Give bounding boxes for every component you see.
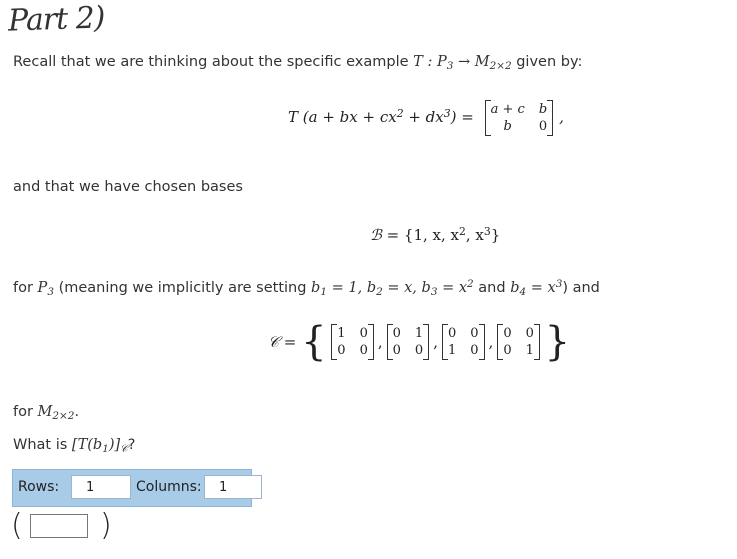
answer-close-paren: ) — [100, 508, 112, 543]
transform-lhs-mid: + dx — [403, 108, 444, 126]
p3-for: for — [13, 280, 33, 296]
p3-meaning: (meaning we implicitly are setting — [58, 280, 307, 296]
matrix-cell: b — [538, 102, 548, 117]
intro-line — [13, 53, 582, 72]
rows-input[interactable] — [71, 475, 131, 499]
basis-c-symbol: 𝒞 = — [268, 333, 297, 351]
b3-eq: = x — [437, 280, 468, 296]
rows-label: Rows: — [18, 479, 60, 495]
b1-sub: 1 — [320, 286, 327, 299]
matrix-cell: 0 — [359, 326, 368, 341]
b4: b — [510, 280, 520, 296]
matrix-cell: 0 — [392, 326, 401, 341]
exp-3: 3 — [483, 225, 491, 239]
m-sub: 2×2 — [489, 60, 512, 73]
part-heading: Part 2) — [7, 0, 106, 39]
intro-recall-text: Recall that we are thinking about the specific example — [13, 54, 409, 70]
p3-symbol — [37, 280, 54, 299]
transform-trail: , — [559, 108, 564, 126]
matrix-cell: 1 — [525, 343, 534, 358]
transform-matrix — [485, 100, 554, 136]
expr-c-sub: 𝒞 — [120, 443, 128, 456]
b2-eq: = x, — [382, 280, 422, 296]
basis-b-close: } — [490, 226, 501, 244]
transform-equation — [288, 100, 564, 136]
expr-main: [T(b — [71, 437, 103, 453]
m-symbol — [37, 404, 75, 423]
matrix-cell: 1 — [337, 326, 346, 341]
question-text: What is — [13, 437, 68, 453]
left-brace: { — [301, 319, 327, 365]
matrix-cell: 1 — [447, 343, 457, 358]
basis-c-matrix-3 — [442, 324, 485, 360]
matrix-cell: 0 — [470, 343, 479, 358]
map-arrow-m: → M — [453, 54, 490, 70]
b4-assignment — [510, 278, 563, 299]
m-letter: M — [37, 404, 53, 420]
matrix-cell: 0 — [414, 343, 424, 358]
p-sub: 3 — [47, 286, 54, 299]
columns-input[interactable] — [204, 475, 262, 499]
b2-sub: 2 — [376, 286, 383, 299]
question-mark: ? — [127, 437, 136, 453]
m-sub: 2×2 — [52, 410, 75, 423]
expr-sub: 1 — [102, 443, 109, 456]
matrix-cell: 0 — [470, 326, 479, 341]
answer-input[interactable] — [30, 514, 88, 538]
b3: b — [421, 280, 431, 296]
matrix-cell: 0 — [337, 343, 346, 358]
b4-eq: = x — [526, 280, 556, 296]
transform-lhs-end: ) = — [450, 108, 474, 126]
intro-given-by: given by: — [516, 54, 583, 70]
b4-sub: 4 — [519, 286, 527, 299]
for-m-period: . — [74, 404, 80, 420]
matrix-cell: 0 — [359, 343, 368, 358]
matrix-cell: 0 — [503, 326, 512, 341]
question-expr — [71, 437, 128, 456]
exp-2: 2 — [396, 107, 404, 121]
matrix-cell: b — [503, 119, 512, 134]
p-letter: P — [37, 280, 48, 296]
b-assignments — [311, 278, 474, 299]
matrix-cell: a + c — [490, 102, 525, 117]
b1: b — [311, 280, 321, 296]
matrix-cell: 0 — [392, 343, 401, 358]
matrix-cell: 0 — [525, 326, 534, 341]
matrix-size-panel — [12, 469, 252, 507]
question-line — [13, 436, 135, 455]
matrix-separator: , — [377, 333, 383, 351]
basis-c-matrix-4 — [497, 324, 540, 360]
intro-map-math — [413, 54, 512, 73]
p-sub: 3 — [446, 60, 454, 73]
b4-exp: 3 — [555, 278, 563, 291]
basis-c-matrix-1 — [331, 324, 374, 360]
p3-close: ) and — [562, 280, 600, 296]
expr-end: )] — [108, 437, 121, 453]
matrix-cell: 0 — [503, 343, 512, 358]
b3-sub: 3 — [430, 286, 438, 299]
p3-and: and — [478, 280, 506, 296]
right-brace: } — [544, 319, 571, 365]
exp-2: 2 — [458, 225, 466, 239]
transform-lhs: T (a + bx + cx — [288, 108, 397, 126]
b2: b — [366, 280, 377, 296]
map-t-p: T : P — [413, 54, 447, 70]
basis-c-equation — [268, 319, 571, 365]
matrix-cell: 0 — [538, 119, 548, 134]
matrix-separator: , — [433, 333, 438, 351]
basis-c-matrix-2 — [387, 324, 430, 360]
basis-b-eq: = {1, x, x — [381, 226, 459, 244]
matrix-separator: , — [488, 333, 494, 351]
matrix-cell: 0 — [447, 326, 457, 341]
b3-exp: 2 — [467, 278, 474, 291]
for-m-for: for — [13, 404, 33, 420]
basis-b-equation — [370, 226, 500, 244]
columns-label: Columns: — [136, 479, 202, 495]
exp-3: 3 — [443, 107, 451, 121]
p3-line — [13, 279, 600, 298]
basis-b-mid: , x — [465, 226, 484, 244]
b1-eq: = 1, — [327, 280, 367, 296]
matrix-cell: 1 — [414, 326, 424, 341]
basis-b-symbol: ℬ — [370, 226, 382, 244]
answer-open-paren: ( — [11, 508, 23, 543]
for-m-line — [13, 403, 79, 422]
bases-intro: and that we have chosen bases — [13, 179, 243, 195]
